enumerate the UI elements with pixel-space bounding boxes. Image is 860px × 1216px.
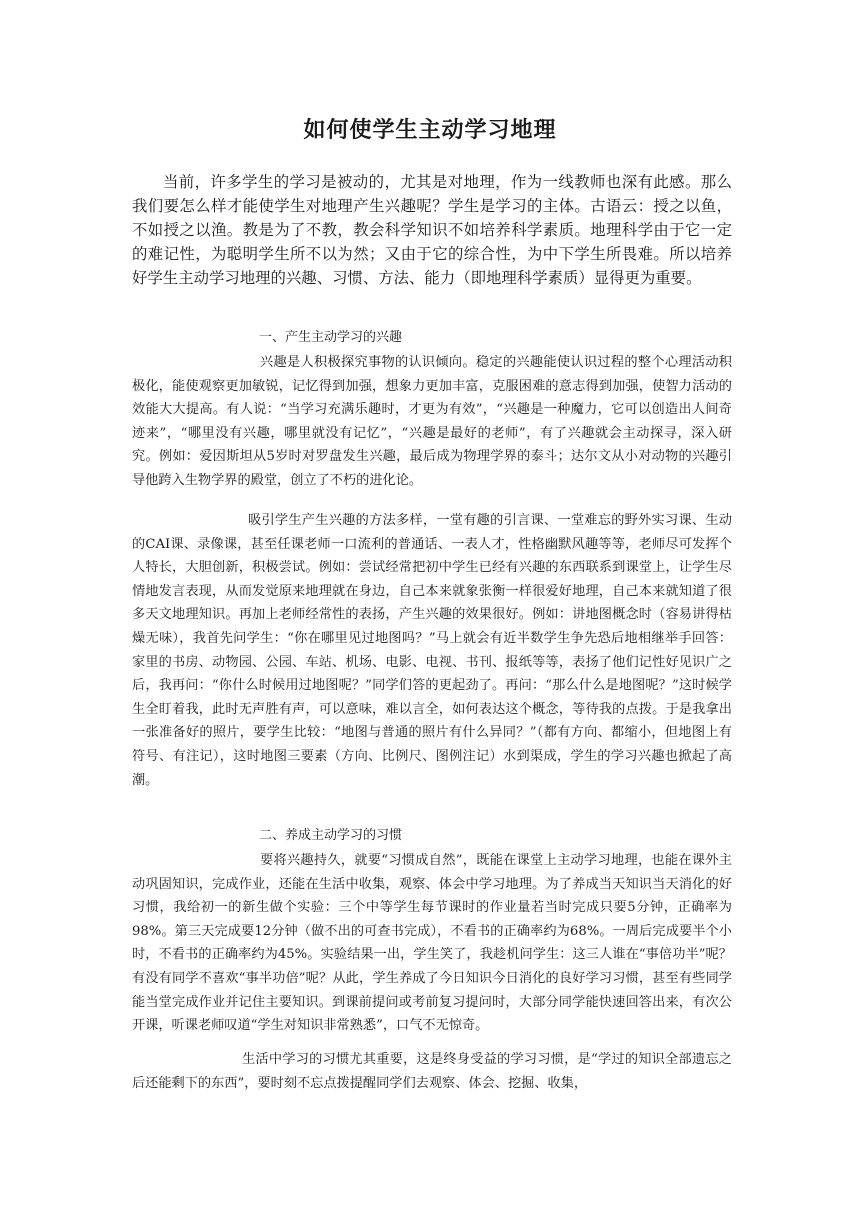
page-title: 如何使学生主动学习地理 xyxy=(303,117,557,143)
paragraph-interest-methods: 吸引学生产生兴趣的方法多样，一堂有趣的引言课、一堂难忘的野外实习课、生动的CAI课、录像课，甚至任课老师一口流利的普通话、一表人才，性格幽默风趣等等，老师尽可发挥个人特长，大胆创新，积极尝试。例如：尝试经常把初中学生已经有兴趣的东西联系到课堂上，让学生尽情地发言表现，从而发觉原来地理就在身边，自己本来就象张衡一样很爱好地理，自己本来就知道了很多天文地理知识。再加上老师经常性的表扬，产生兴趣的效果很好。例如：讲地图概念时（容易讲得枯燥无味），我首先问学生：“你在哪里见过地图吗？”马上就会有近半数学生争先恐后地相继举手回答：家里的书房、动物园、公园、车站、机场、电影、电视、书刊、报纸等等，表扬了他们记性好见识广之后，我再问：“你什么时候用过地图呢？”同学们答的更起劲了。再问：“那么什么是地图呢？”这时候学生全盯着我，此时无声胜有声，可以意味，难以言全，如何表达这个概念，等待我的点拨。于是我拿出一张准备好的照片，要学生比较：“地图与普通的照片有什么异同？”（都有方向、都缩小，但地图上有符号、有注记），这时地图三要素（方向、比例尺、图例注记）水到渠成，学生的学习兴趣也掀起了高潮。 xyxy=(132,513,732,788)
section-heading-habits: 二、养成主动学习的习惯 xyxy=(259,828,403,843)
paragraph-habits-life: 生活中学习的习惯尤其重要，这是终身受益的学习习惯，是“学过的知识全部遗忘之后还能剩下的东西”，要时刻不忘点拨提醒同学们去观察、体会、挖掘、收集， xyxy=(132,1052,732,1091)
paragraph-habits-experiment: 要将兴趣持久，就要“习惯成自然”，既能在课堂上主动学习地理，也能在课外主动巩固知识，完成作业，还能在生活中收集，观察、体会中学习地理。为了养成当天知识当天消化的好习惯，我给初一的新生做个实验：三个中等学生每节课时的作业量若当时完成只要5分钟，正确率为98%。第三天完成要12分钟（做不出的可查书完成），不看书的正确率约为68%。一周后完成要半个小时，不看书的正确率约为45%。实验结果一出，学生笑了，我趁机问学生：这三人谁在“事倍功半”呢？有没有同学不喜欢“事半功倍”呢？从此，学生养成了今日知识今日消化的良好学习习惯，甚至有些同学能当堂完成作业并记住主要知识。到课前提问或考前复习提问时，大部分同学能快速回答出来，有次公开课，听课老师叹道“学生对知识非常熟悉”，口气不无惊奇。 xyxy=(132,853,732,1034)
paragraph-interest-definition: 兴趣是人积极探究事物的认识倾向。稳定的兴趣能使认识过程的整个心理活动积极化，能使观察更加敏锐，记忆得到加强，想象力更加丰富，克服困难的意志得到加强，使智力活动的效能大大提高。有人说：“当学习充满乐趣时，才更为有效”，“兴趣是一种魔力，它可以创造出人间奇迹来”，“哪里没有兴趣，哪里就没有记忆”，“兴趣是最好的老师”，有了兴趣就会主动探寻，深入研究。例如：爱因斯坦从5岁时对罗盘发生兴趣，最后成为物理学界的泰斗；达尔文从小对动物的兴趣引导他跨入生物学界的殿堂，创立了不朽的进化论。 xyxy=(132,355,732,488)
section-heading-interest: 一、产生主动学习的兴趣 xyxy=(259,330,403,345)
intro-paragraph: 当前，许多学生的学习是被动的，尤其是对地理，作为一线教师也深有此感。那么我们要怎么样才能使学生对地理产生兴趣呢？学生是学习的主体。古语云：授之以鱼，不如授之以渔。教是为了不教，教会科学知识不如培养科学素质。地理科学由于它一定的难记性，为聪明学生所不以为然；又由于它的综合性，为中下学生所畏难。所以培养好学生主动学习地理的兴趣、习惯、方法、能力（即地理科学素质）显得更为重要。 xyxy=(132,173,732,287)
